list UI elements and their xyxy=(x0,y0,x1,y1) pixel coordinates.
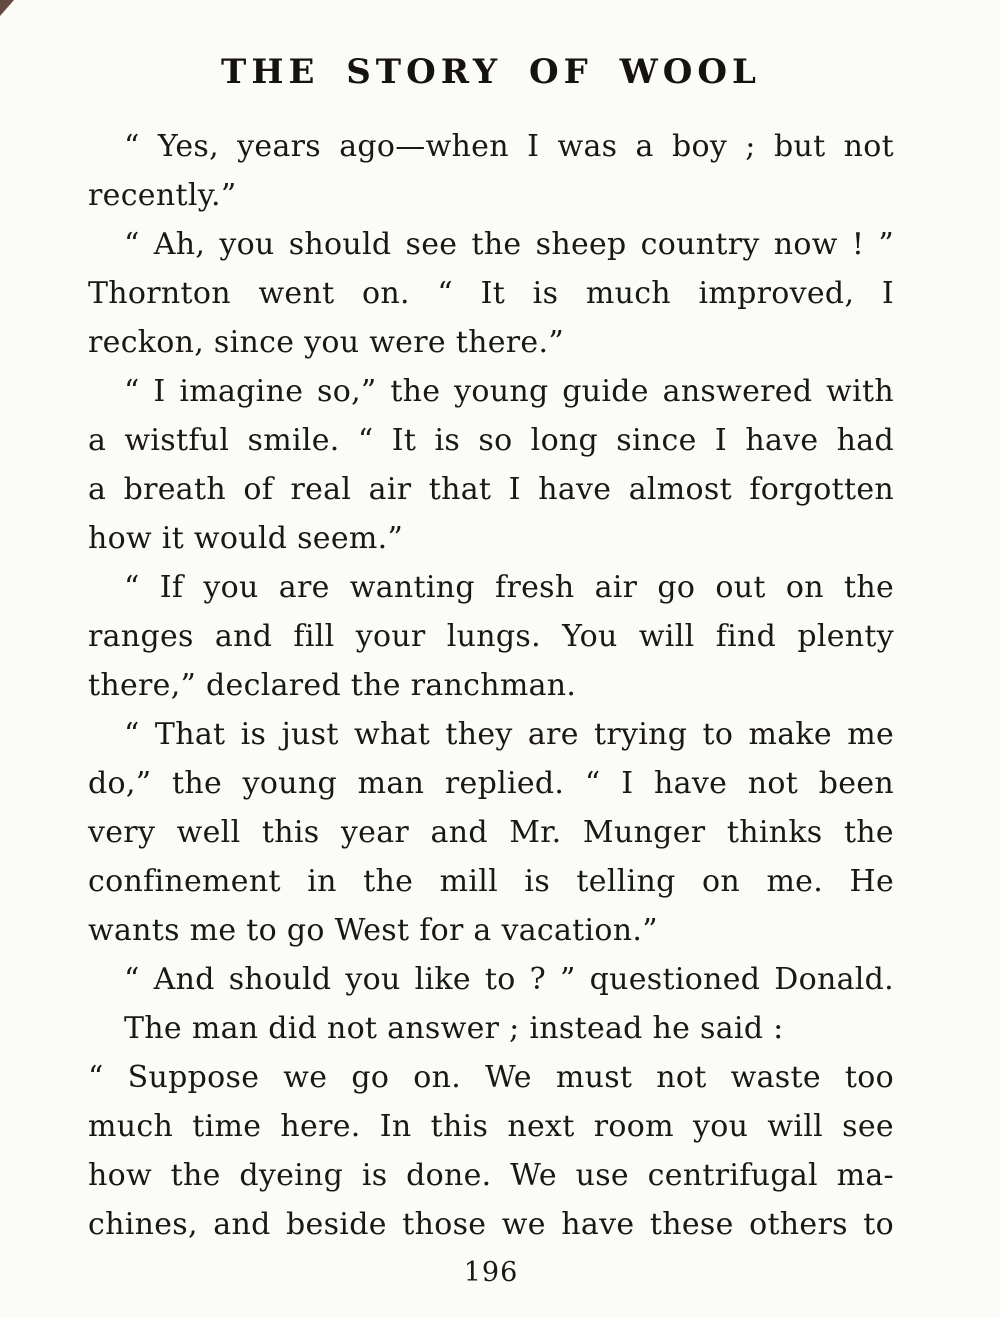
scan-edge-artifact xyxy=(0,0,14,16)
paragraph xyxy=(88,367,894,563)
paragraph xyxy=(88,220,894,367)
paragraph xyxy=(88,563,894,710)
text-line: how it would seem.” xyxy=(88,521,404,556)
text-line: “ That is just what they are trying to make me xyxy=(124,717,894,752)
page-number: 196 xyxy=(463,1257,519,1288)
text-line: confinement in the mill is telling on me. He xyxy=(88,864,894,899)
text-line: a wistful smile. “ It is so long since I have had xyxy=(88,423,894,458)
paragraph xyxy=(88,710,894,955)
text-line: Thornton went on. “ It is much improved, I xyxy=(88,276,894,311)
paragraph xyxy=(88,1004,894,1053)
text-line: do,” the young man replied. “ I have not been xyxy=(88,766,894,801)
text-line: “ And should you like to ? ” questioned Donald. xyxy=(124,962,894,997)
text-line: there,” declared the ranchman. xyxy=(88,668,577,703)
page-title: THE STORY OF WOOL xyxy=(221,52,761,92)
text-line: “ I imagine so,” the young guide answered with xyxy=(124,374,894,409)
paragraph xyxy=(88,955,894,1004)
text-line: “ Ah, you should see the sheep country now ! ” xyxy=(124,227,894,262)
text-line: how the dyeing is done. We use centrifugal ma- xyxy=(88,1158,894,1193)
text-line: a breath of real air that I have almost forgotten xyxy=(88,472,894,507)
text-line: chines, and beside those we have these others to xyxy=(88,1207,894,1242)
text-line: “ If you are wanting fresh air go out on the xyxy=(124,570,894,605)
text-line: wants me to go West for a vacation.” xyxy=(88,913,658,948)
text-line: The man did not answer ; instead he said : xyxy=(124,1011,784,1046)
paragraph xyxy=(88,1053,894,1249)
body-text xyxy=(88,122,894,1249)
text-line: very well this year and Mr. Munger thinks the xyxy=(88,815,894,850)
text-line: reckon, since you were there.” xyxy=(88,325,564,360)
text-line: recently.” xyxy=(88,178,237,213)
paragraph xyxy=(88,122,894,220)
text-line: much time here. In this next room you will see xyxy=(88,1109,894,1144)
text-line: “ Suppose we go on. We must not waste too xyxy=(88,1060,894,1095)
text-line: ranges and fill your lungs. You will find plenty xyxy=(88,619,894,654)
text-line: “ Yes, years ago—when I was a boy ; but not xyxy=(124,129,894,164)
